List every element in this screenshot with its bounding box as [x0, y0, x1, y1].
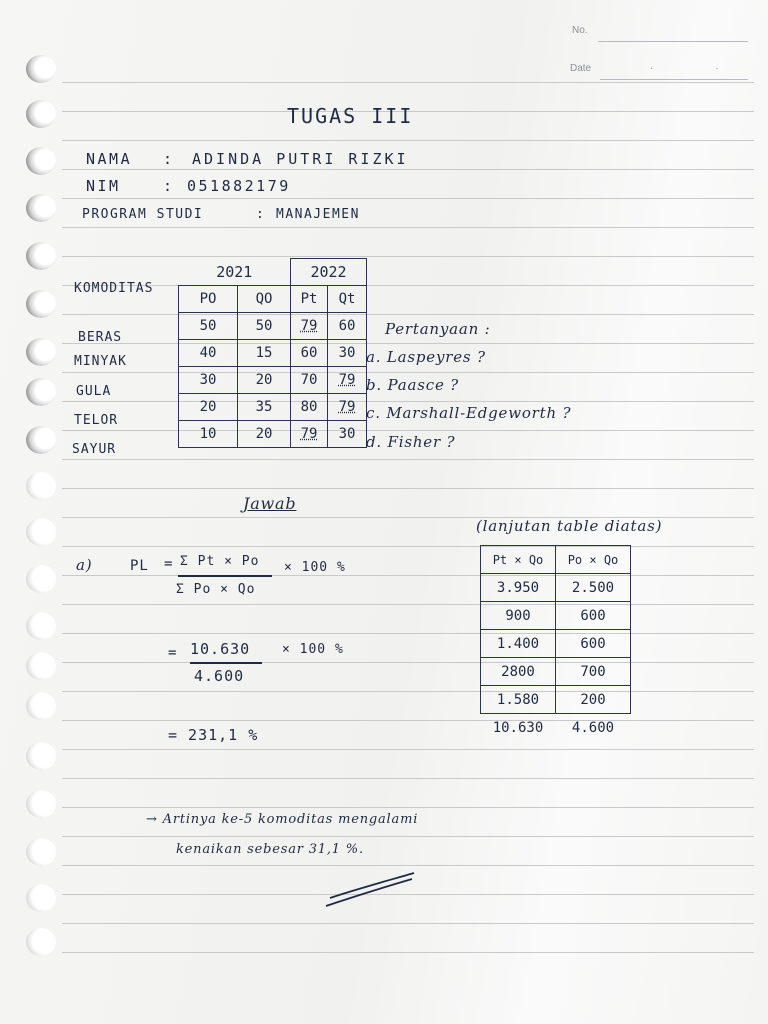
step2-times-100: × 100 % [282, 642, 344, 657]
cell-pt-qo: 1.580 [481, 686, 556, 714]
date-label: Date [570, 63, 592, 74]
formula-denominator: Σ Po × Qo [176, 582, 256, 597]
col-pt-x-qo: Pt × Qo [481, 546, 556, 574]
cell-pt-qo: 1.400 [481, 630, 556, 658]
question-a: a. Laspeyres ? [366, 348, 486, 366]
no-label: No. [572, 25, 588, 36]
cell-pt: 79 [291, 313, 328, 340]
part-label: a) [76, 556, 93, 574]
commodity-sayur: SAYUR [72, 442, 117, 457]
cell-po: 10 [179, 421, 238, 448]
cell-pt-qo: 2800 [481, 658, 556, 686]
commodity-beras: BERAS [78, 330, 123, 345]
cell-po-qo: 2.500 [556, 574, 631, 602]
formula-eq: = [164, 556, 174, 572]
nim-value: 051882179 [187, 177, 291, 195]
nim-colon: : [163, 177, 175, 195]
cell-pt-qo: 900 [481, 602, 556, 630]
nim-label: NIM [86, 177, 121, 195]
cell-pt: 79 [291, 421, 328, 448]
step2-numerator: 10.630 [190, 640, 251, 658]
cell-qo: 20 [238, 367, 291, 394]
commodity-gula: GULA [76, 384, 112, 399]
program-label: PROGRAM STUDI [82, 207, 204, 222]
answer-heading: Jawab [243, 494, 297, 513]
step2-eq: = [168, 645, 178, 661]
cell-po-qo: 200 [556, 686, 631, 714]
cell-qo: 50 [238, 313, 291, 340]
name-colon: : [163, 150, 175, 168]
cell-qt: 30 [328, 340, 367, 367]
cell-qt: 60 [328, 313, 367, 340]
commodity-minyak: MINYAK [74, 354, 127, 369]
col-pt: Pt [291, 286, 328, 313]
assignment-title: TUGAS III [287, 104, 414, 128]
col-po: PO [179, 286, 238, 313]
continuation-caption: (lanjutan table diatas) [476, 517, 663, 535]
col-po-x-qo: Po × Qo [556, 546, 631, 574]
commodity-telor: TELOR [74, 413, 119, 428]
question-b: b. Paasce ? [366, 376, 460, 394]
conclusion-line-2: kenaikan sebesar 31,1 %. [176, 842, 364, 857]
cell-po-qo: 600 [556, 602, 631, 630]
cell-po-qo: 700 [556, 658, 631, 686]
program-colon: : [256, 207, 265, 222]
cell-qo: 35 [238, 394, 291, 421]
formula-numerator: Σ Pt × Po [180, 554, 260, 569]
total-po-qo: 4.600 [571, 719, 615, 736]
cell-qt: 79 [328, 367, 367, 394]
question-d: d. Fisher ? [366, 433, 456, 451]
result-value: = 231,1 % [168, 726, 259, 744]
formula-times-100: × 100 % [284, 560, 346, 575]
name-value: ADINDA PUTRI RIZKI [192, 150, 409, 168]
step2-denominator: 4.600 [194, 667, 245, 685]
komoditas-label: KOMODITAS [74, 281, 154, 296]
cell-pt-qo: 3.950 [481, 574, 556, 602]
question-c: c. Marshall-Edgeworth ? [366, 404, 572, 422]
date-value: . . [650, 61, 749, 72]
cell-qo: 15 [238, 340, 291, 367]
cell-pt: 60 [291, 340, 328, 367]
program-value: MANAJEMEN [276, 207, 360, 222]
cell-pt: 80 [291, 394, 328, 421]
cell-po: 40 [179, 340, 238, 367]
name-label: NAMA [86, 150, 133, 168]
cell-qt: 30 [328, 421, 367, 448]
cell-qt: 79 [328, 394, 367, 421]
cell-po: 30 [179, 367, 238, 394]
cell-po-qo: 600 [556, 630, 631, 658]
conclusion-line-1: → Artinya ke-5 komoditas mengalami [146, 812, 419, 827]
cell-qo: 20 [238, 421, 291, 448]
cell-po: 50 [179, 313, 238, 340]
cell-pt: 70 [291, 367, 328, 394]
cell-po: 20 [179, 394, 238, 421]
col-qt: Qt [328, 286, 367, 313]
col-qo: QO [238, 286, 291, 313]
formula-lhs: PL [130, 558, 149, 574]
total-pt-qo: 10.630 [492, 719, 544, 736]
year-2021: 2021 [179, 259, 291, 286]
questions-heading: Pertanyaan : [385, 320, 491, 338]
year-2022: 2022 [291, 259, 367, 286]
